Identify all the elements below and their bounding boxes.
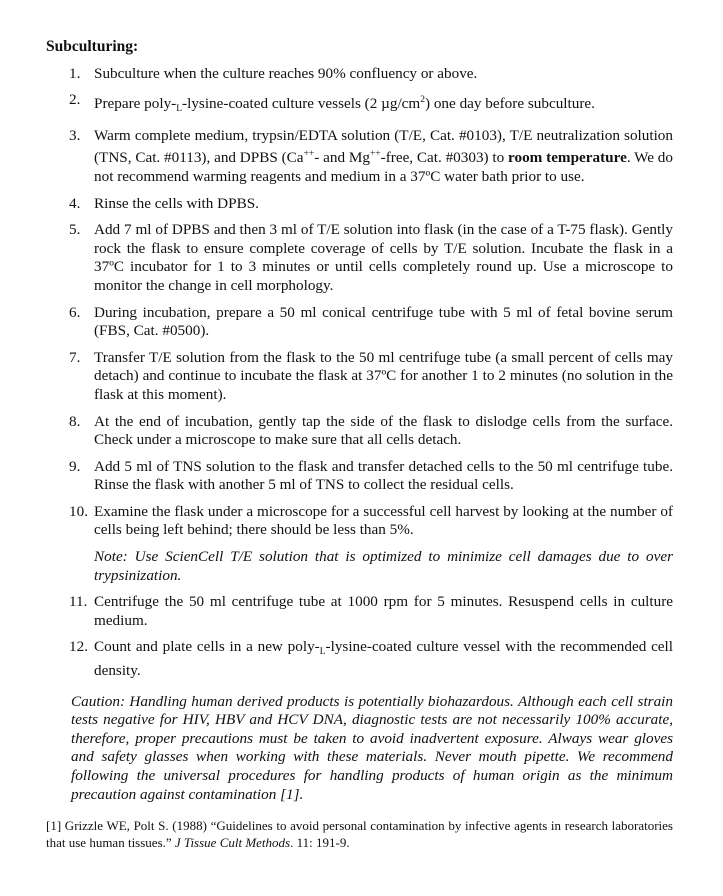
journal-name: J Tissue Cult Methods [174, 834, 291, 850]
step-6: 6. During incubation, prepare a 50 ml conical centrifuge tube with 5 ml of fetal bovine serum (FBS, Cat. #0500). [69, 303, 673, 340]
subculturing-steps [46, 65, 673, 681]
step-10: 10. Examine the flask under a microscope for a successful cell harvest by looking at the number of cells being left behind; there should be less than 5%. Note: Use ScienCell T/E solution that is optimized to minimize cell damages due to over trypsinization. [69, 502, 673, 584]
room-temperature-emphasis: room temperature [508, 149, 627, 167]
step-3: 3. Warm complete medium, trypsin/EDTA solution (T/E, Cat. #0103), T/E neutralization solution (TNS, Cat. #0113), and DPBS (Ca++- and Mg++-free, Cat. #0303) to room temperature. We do not recommend warming reagents and medium in a 37ºC water bath prior to use. [69, 126, 673, 185]
step-4: 4. Rinse the cells with DPBS. [69, 194, 259, 212]
step-10-note: Note: Use ScienCell T/E solution that is optimized to minimize cell damages due to over trypsinization. [94, 548, 673, 584]
reference-entry: [1] Grizzle WE, Polt S. (1988) “Guidelines to avoid personal contamination by infective agents in research laboratories that use human tissues.” J Tissue Cult Methods. 11: 191-9. [46, 818, 673, 850]
section-heading: Subculturing: [46, 38, 139, 55]
step-5: 5. Add 7 ml of DPBS and then 3 ml of T/E solution into flask (in the case of a T-75 flask). Gently rock the flask to ensure complete coverage of cells by T/E solution. Incubate the flask in a 37ºC incubator for 1 to 3 minutes or until cells completely round up. Use a microscope to monitor the change in cell morphology. [69, 221, 673, 294]
step-7: 7. Transfer T/E solution from the flask to the 50 ml centrifuge tube (a small percent of cells may detach) and continue to incubate the flask at 37ºC for another 1 to 2 minutes (no solution in the flask at this moment). [69, 348, 673, 403]
step-8: 8. At the end of incubation, gently tap the side of the flask to dislodge cells from the surface. Check under a microscope to make sure that all cells detach. [69, 412, 673, 449]
step-11: 11. Centrifuge the 50 ml centrifuge tube at 1000 rpm for 5 minutes. Resuspend cells in culture medium. [69, 593, 673, 629]
caution-paragraph: Caution: Handling human derived products is potentially biohazardous. Although each cell strain tests negative for HIV, HBV and HCV DNA, diagnostic tests are not necessarily 100% accurate, therefore, proper precautions must be taken to avoid inadvertent exposure. Always wear gloves and safety glasses when working with these materials. Never mouth pipette. We recommend following the universal procedures for handling products of human origin as the minimum precaution against contamination [1]. [71, 692, 673, 803]
step-2: 2. Prepare poly-$_L-lysine$-coated culture vessels (2 $\mu g/cm^2$) one day before subculture. [69, 91, 595, 115]
step-9: 9. Add 5 ml of TNS solution to the flask and transfer detached cells to the 50 ml centrifuge tube. Rinse the flask with another 5 ml of TNS to collect the residual cells. [69, 457, 673, 494]
step-1: 1. Subculture when the culture reaches 90% confluency or above. [69, 64, 478, 82]
step-12: 12. Count and plate cells in a new poly-$_L-lysine$-coated culture vessel with the recommended cell density. [69, 638, 673, 680]
